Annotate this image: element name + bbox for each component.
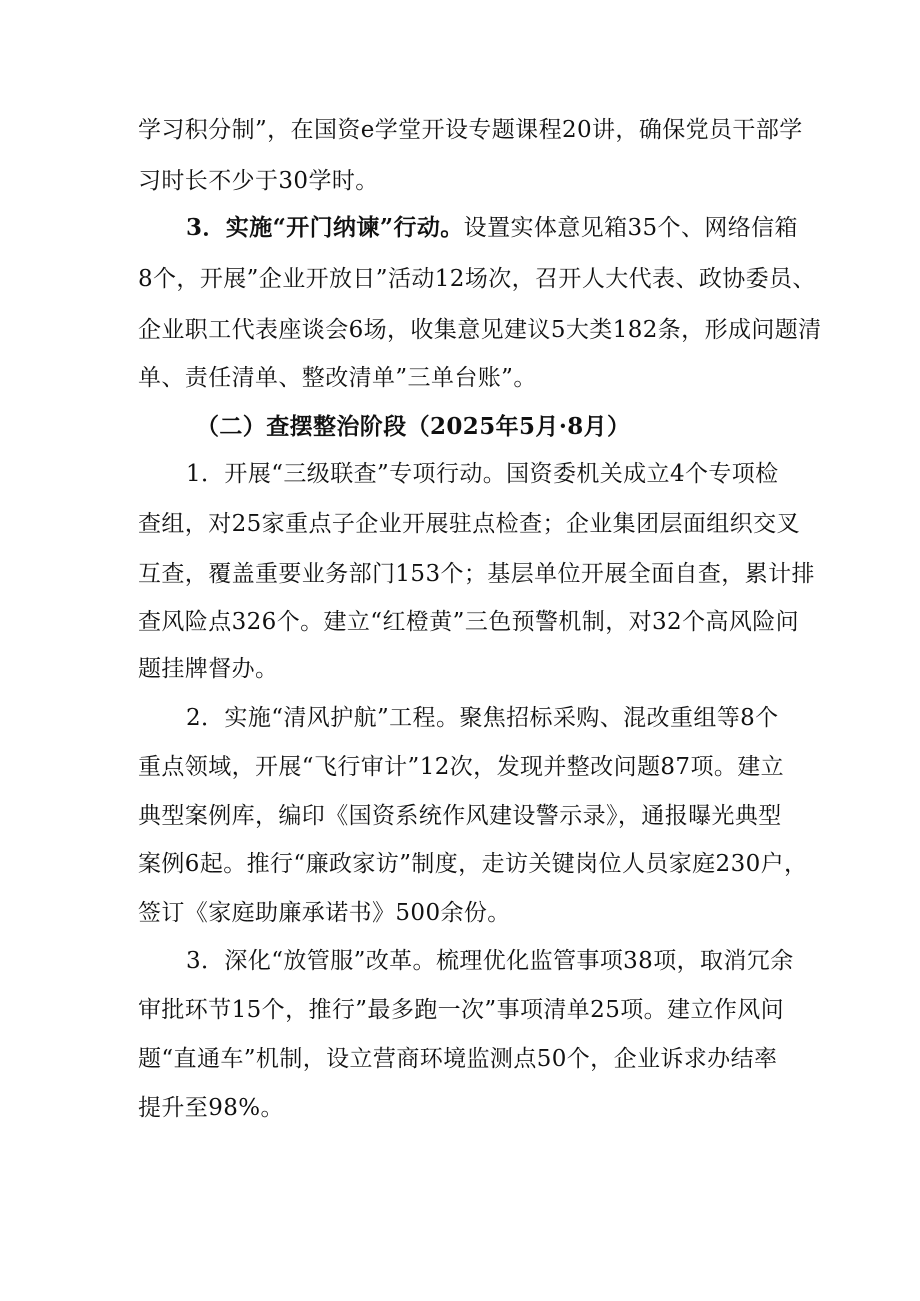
text-line: 签订《家庭助廉承诺书》500余份。: [138, 900, 511, 926]
item-3-text: [186, 213, 798, 243]
text-line: 2．实施“清风护航”工程。聚焦招标采购、混改重组等8个: [186, 705, 779, 731]
text-line: 题挂牌督办。: [138, 656, 279, 682]
text-line: 提升至98%。: [138, 1095, 284, 1121]
text-line: 习时长不少于30学时。: [138, 168, 379, 194]
item-3-heading: 3．实施“开门纳谏”行动。: [186, 214, 464, 241]
text-line: 案例6起。推行“廉政家访”制度，走访关键岗位人员家庭230户，: [138, 851, 808, 877]
text-line: 企业职工代表座谈会6场，收集意见建议5大类182条，形成问题清: [138, 317, 822, 343]
text-line: 典型案例库，编印《国资系统作风建设警示录》，通报曝光典型: [138, 803, 782, 829]
text-line: 1．开展“三级联查”专项行动。国资委机关成立4个专项检: [186, 461, 779, 487]
text-line: 查风险点326个。建立“红橙黄”三色预警机制，对32个高风险问: [138, 609, 800, 635]
text-line: 学习积分制”，在国资e学堂开设专题课程20讲，确保党员干部学: [138, 117, 803, 143]
item-3-body: 设置实体意见箱35个、网络信箱: [463, 215, 798, 241]
text-line: 单、责任清单、整改清单”三单台账”。: [138, 365, 537, 391]
text-line: 8个，开展”企业开放日”活动12场次，召开人大代表、政协委员、: [138, 266, 816, 292]
text-line: 审批环节15个，推行”最多跑一次”事项清单25项。建立作风问: [138, 997, 785, 1023]
text-line: 题“直通车”机制，设立营商环境监测点50个，企业诉求办结率: [138, 1046, 778, 1072]
section-heading: （二）查摆整治阶段（2025年5月·8月）: [196, 413, 631, 440]
text-line: 3．深化“放管服”改革。梳理优化监管事项38项，取消冗余: [186, 948, 794, 974]
text-line: 查组，对25家重点子企业开展驻点检查；企业集团层面组织交叉: [138, 511, 800, 537]
text-line: 互查，覆盖重要业务部门153个；基层单位开展全面自查，累计排: [138, 561, 815, 587]
text-line: 重点领域，开展“飞行审计”12次，发现并整改问题87项。建立: [138, 754, 785, 780]
